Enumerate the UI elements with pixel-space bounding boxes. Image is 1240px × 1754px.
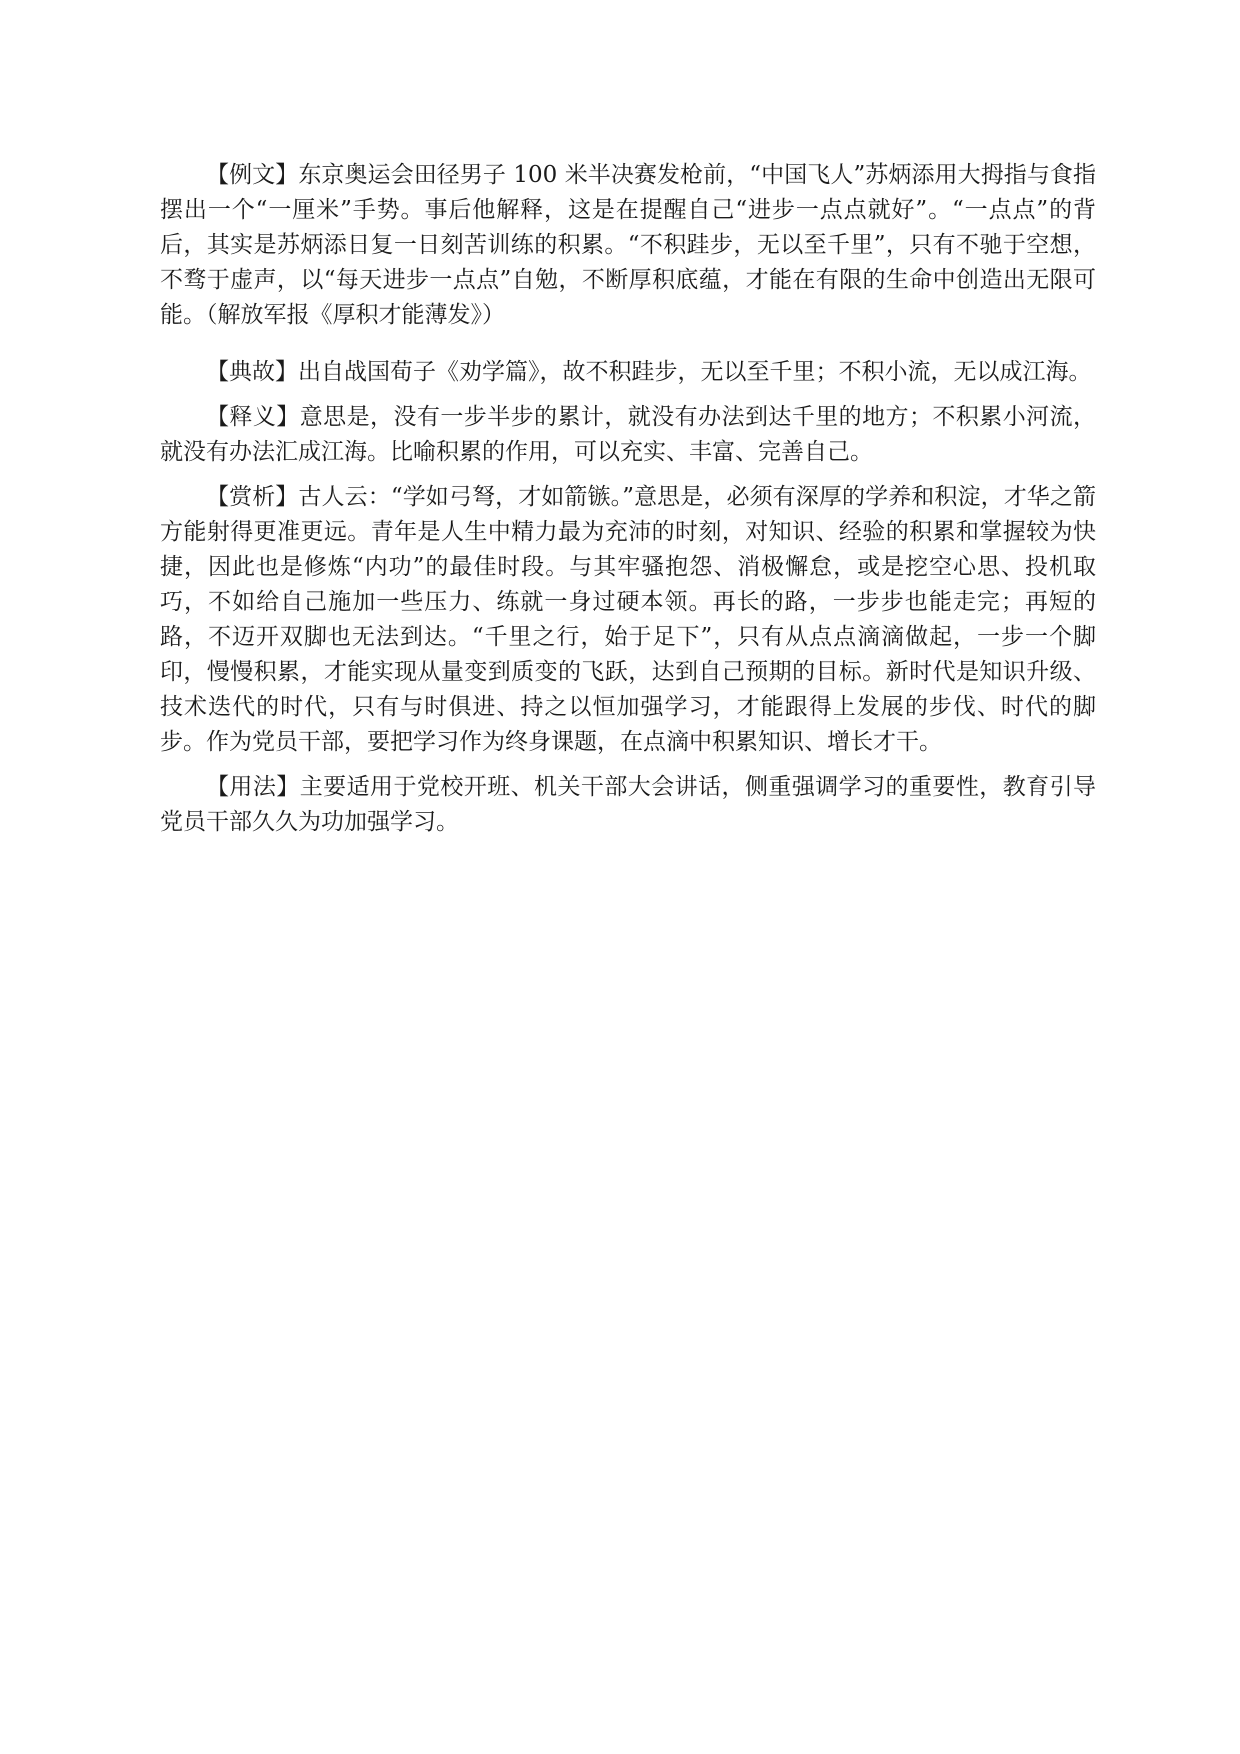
- allusion-text: 出自战国荀子《劝学篇》，故不积跬步，无以至千里；不积小流，无以成江海。: [298, 359, 1092, 385]
- example-text: 东京奥运会田径男子 100 米半决赛发枪前，“中国飞人”苏炳添用大拇指与食指摆出一个“一厘米”手势。事后他解释，这是在提醒自己“进步一点点就好”。“一点点”的背后，其实是苏炳添日复一日刻苦训练的积累。“不积跬步，无以至千里”，只有不驰于空想，不骛于虚声，以“每天进步一点点”自勉，不断厚积底蕴，才能在有限的生命中创造出无限可能。: [160, 162, 1096, 328]
- document-body: [160, 158, 1096, 850]
- section-tag-example: 【例文】: [206, 162, 299, 188]
- meaning-text: 意思是，没有一步半步的累计，就没有办法到达千里的地方；不积累小河流，就没有办法汇成江海。比喻积累的作用，可以充实、丰富、完善自己。: [160, 404, 1097, 465]
- section-tag-usage: 【用法】: [206, 774, 300, 800]
- example-source: （解放军报《厚积才能薄发》）: [206, 302, 505, 328]
- paragraph-appreciation: [160, 480, 1096, 760]
- section-tag-allusion: 【典故】: [206, 359, 298, 385]
- paragraph-meaning: [160, 400, 1096, 470]
- paragraph-usage: [160, 770, 1096, 840]
- section-tag-appreciation: 【赏析】: [206, 484, 299, 510]
- paragraph-example: [160, 158, 1096, 333]
- paragraph-allusion: [160, 355, 1096, 390]
- appreciation-text: 古人云：“学如弓弩，才如箭镞。”意思是，必须有深厚的学养和积淀，才华之箭方能射得更准更远。青年是人生中精力最为充沛的时刻，对知识、经验的积累和掌握较为快捷，因此也是修炼“内功”的最佳时段。与其牢骚抱怨、消极懈怠，或是挖空心思、投机取巧，不如给自己施加一些压力、练就一身过硬本领。再长的路，一步步也能走完；再短的路，不迈开双脚也无法到达。“千里之行，始于足下”，只有从点点滴滴做起，一步一个脚印，慢慢积累，才能实现从量变到质变的飞跃，达到自己预期的目标。新时代是知识升级、技术迭代的时代，只有与时俱进、持之以恒加强学习，才能跟得上发展的步伐、时代的脚步。作为党员干部，要把学习作为终身课题，在点滴中积累知识、增长才干。: [160, 484, 1097, 755]
- section-tag-meaning: 【释义】: [206, 404, 300, 430]
- usage-text: 主要适用于党校开班、机关干部大会讲话，侧重强调学习的重要性，教育引导党员干部久久为功加强学习。: [160, 774, 1097, 835]
